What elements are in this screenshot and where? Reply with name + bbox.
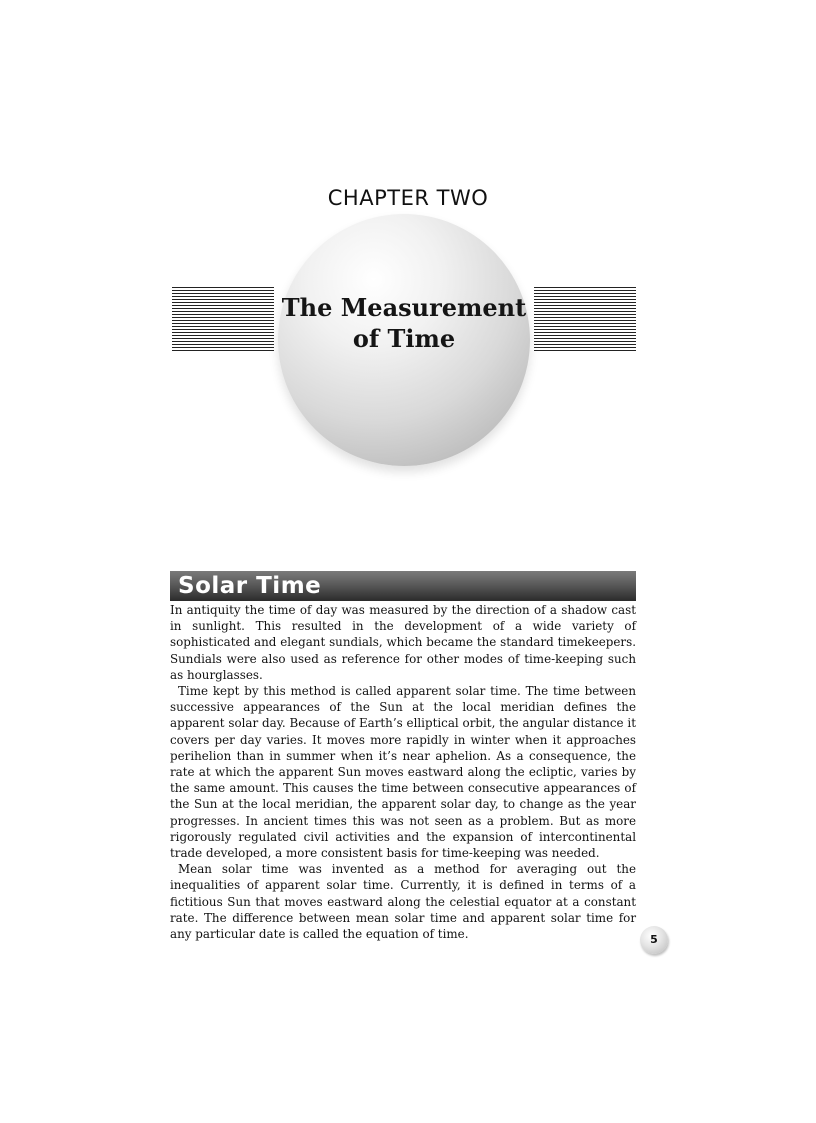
body-text [170, 602, 636, 942]
decorative-rules-left [172, 287, 274, 351]
section-heading: Solar Time [178, 573, 322, 599]
paragraph: Mean solar time was invented as a method for averaging out the inequalities of apparent solar time. Currently, it is defined in terms of a fictitious Sun that moves eastward along the celestial equator at a constant rate. The difference between mean solar time and apparent solar time for any particular date is called the equation of time. [170, 862, 636, 942]
chapter-title [278, 292, 530, 354]
page-number: 5 [650, 933, 658, 946]
paragraph: Time kept by this method is called apparent solar time. The time between successive appearances of the Sun at the local meridian defines the apparent solar day. Because of Earth’s elliptical orbit, the angular distance it covers per day varies. It moves more rapidly in winter when it approaches perihelion than in summer when it’s near aphelion. As a consequence, the rate at which the apparent Sun moves eastward along the ecliptic, varies by the same amount. This causes the time between consecutive appearances of the Sun at the local meridian, the apparent solar day, to change as the year progresses. In ancient times this was not seen as a problem. But as more rigorously regulated civil activities and the expansion of intercontinental trade developed, a more consistent basis for time-keeping was needed. [170, 684, 636, 861]
chapter-title-line-1: The Measurement [281, 293, 527, 322]
section-heading-bar [170, 571, 636, 601]
decorative-rules-right [534, 287, 636, 351]
chapter-label: CHAPTER TWO [327, 186, 489, 210]
paragraph: In antiquity the time of day was measured by the direction of a shadow cast in sunlight. This resulted in the development of a wide variety of sophisticated and elegant sundials, which became the standard timekeepers. Sundials were also used as reference for other modes of time-keeping such as hourglasses. [170, 603, 636, 682]
chapter-title-line-2: of Time [352, 324, 456, 353]
page-number-badge [640, 926, 668, 954]
